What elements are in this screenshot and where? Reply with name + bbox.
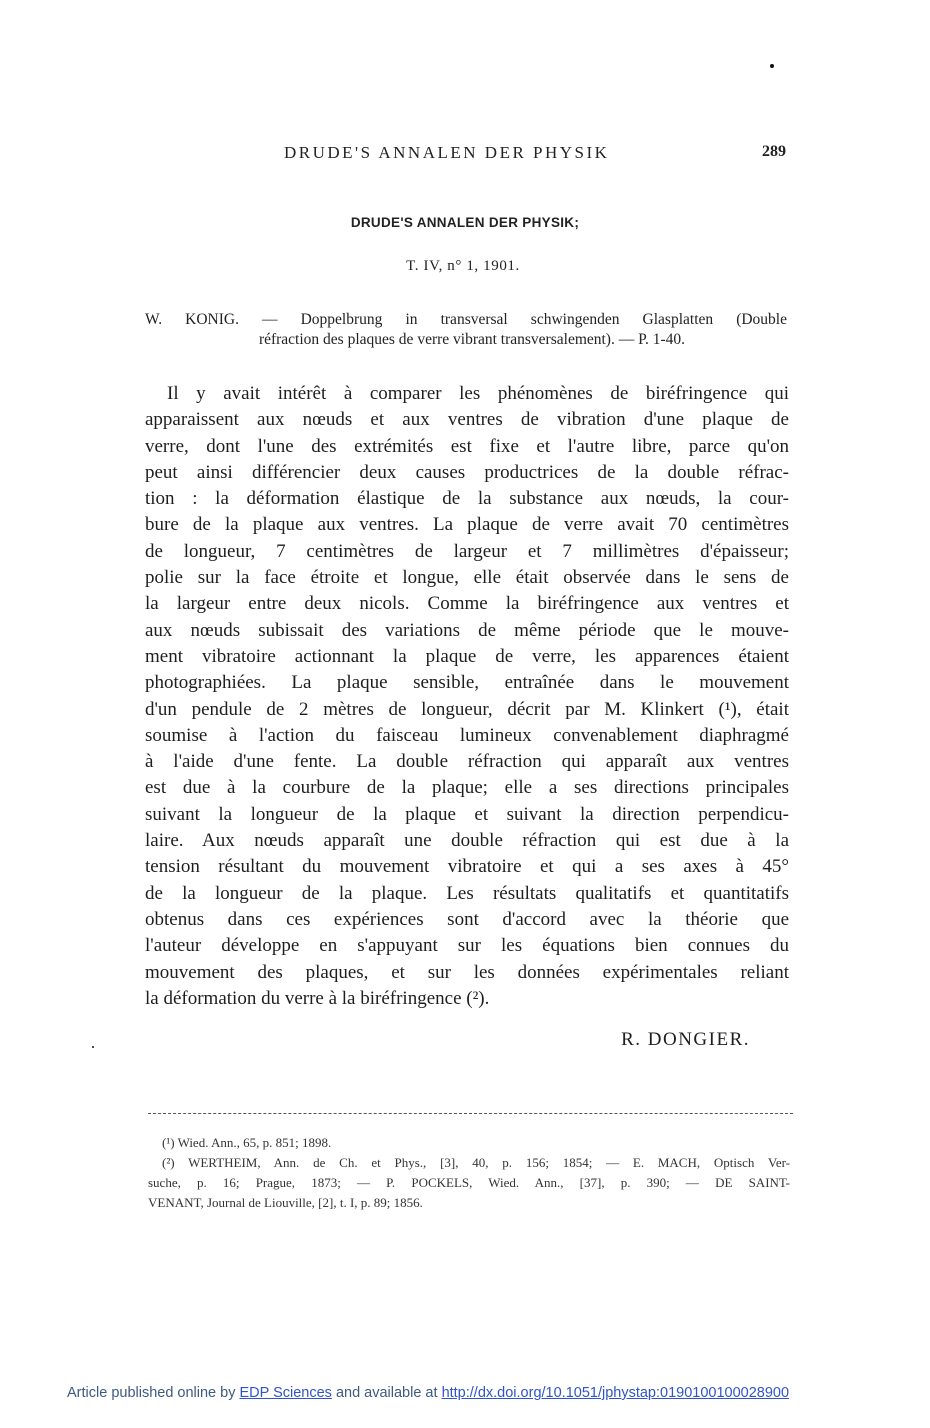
running-title: DRUDE'S ANNALEN DER PHYSIK [284, 143, 610, 162]
body-line: la largeur entre deux nicols. Comme la biréfringence aux ventres et [145, 593, 789, 615]
scan-speck [770, 64, 774, 68]
footnote-1: (¹) Wied. Ann., 65, p. 851; 1898. [162, 1135, 332, 1150]
body-line: soumise à l'action du faisceau lumineux convenablement diaphragmé [145, 724, 789, 746]
article-reference [145, 310, 787, 350]
body-line: l'auteur développe en s'appuyant sur les équations bien connues du [145, 935, 789, 957]
body-line: laire. Aux nœuds apparaît une double réfraction qui est due à la [145, 830, 789, 852]
page-number: 289 [762, 143, 786, 160]
body-line: Il y avait intérêt à comparer les phénomènes de biréfringence qui [167, 383, 789, 404]
body-line: photographiées. La plaque sensible, entraînée dans le mouvement [145, 672, 789, 694]
body-line: apparaissent aux nœuds et aux ventres de vibration d'une plaque de [145, 409, 789, 431]
body-line: mouvement des plaques, et sur les données expérimentales reliant [145, 961, 789, 983]
article-reference-line: réfraction des plaques de verre vibrant transversalement). — P. 1-40. [258, 331, 686, 348]
article-reference-line: W. KONIG. — Doppelbrung in transversal schwingenden Glasplatten (Double [145, 311, 787, 328]
body-line: polie sur la face étroite et longue, elle était observée dans le sens de [145, 567, 789, 589]
body-line: aux nœuds subissait des variations de même période que le mouve- [145, 619, 789, 641]
body-line: d'un pendule de 2 mètres de longueur, décrit par M. Klinkert (¹), était [145, 698, 789, 720]
footnotes [148, 1133, 790, 1213]
body-line: tension résultant du mouvement vibratoire et qui a ses axes à 45° [145, 856, 789, 878]
banner-prefix: Article published online by [67, 1385, 240, 1401]
body-line: est due à la courbure de la plaque; elle a ses directions principales [145, 777, 789, 799]
body-line: tion : la déformation élastique de la substance aux nœuds, la cour- [145, 488, 789, 510]
abstract-body [145, 381, 789, 1012]
scan-speck [92, 1046, 94, 1048]
publisher-link[interactable]: EDP Sciences [239, 1385, 332, 1401]
body-line: bure de la plaque aux ventres. La plaque de verre avait 70 centimètres [145, 514, 789, 536]
body-line: suivant la longueur de la plaque et suivant la direction perpendicu- [145, 803, 789, 825]
body-line: ment vibratoire actionnant la plaque de verre, les apparences étaient [145, 645, 789, 667]
body-line: de longueur, 7 centimètres de largeur et 7 millimètres d'épaisseur; [145, 540, 789, 562]
author-signature: R. DONGIER. [621, 1029, 750, 1050]
running-header [140, 143, 790, 165]
footnote-2-line: VENANT, Journal de Liouville, [2], t. I, p. 89; 1856. [148, 1195, 423, 1210]
body-line: obtenus dans ces expériences sont d'accord avec la théorie que [145, 908, 789, 930]
body-line: peut ainsi différencier deux causes productrices de la double réfrac- [145, 461, 789, 483]
volume-info: T. IV, n° 1, 1901. [406, 258, 520, 274]
footnote-divider [148, 1113, 793, 1114]
body-line: à l'aide d'une fente. La double réfraction qui apparaît aux ventres [145, 751, 789, 773]
body-line: la déformation du verre à la biréfringence (²). [145, 987, 490, 1009]
body-line: de la longueur de la plaque. Les résultats qualitatifs et quantitatifs [145, 882, 789, 904]
journal-title: DRUDE'S ANNALEN DER PHYSIK; [350, 215, 580, 230]
doi-link[interactable]: http://dx.doi.org/10.1051/jphystap:0190100100028900 [441, 1385, 790, 1401]
footnote-2-line: suche, p. 16; Prague, 1873; — P. POCKELS, Wied. Ann., [37], p. 390; — DE SAINT- [148, 1175, 790, 1190]
publication-banner [67, 1385, 789, 1401]
footnote-2-line: (²) WERTHEIM, Ann. de Ch. et Phys., [3], 40, p. 156; 1854; — E. MACH, Optisch Ver- [162, 1155, 790, 1170]
body-line: verre, dont l'une des extrémités est fixe et l'autre libre, parce qu'on [145, 435, 789, 457]
banner-middle: and available at [331, 1385, 442, 1401]
